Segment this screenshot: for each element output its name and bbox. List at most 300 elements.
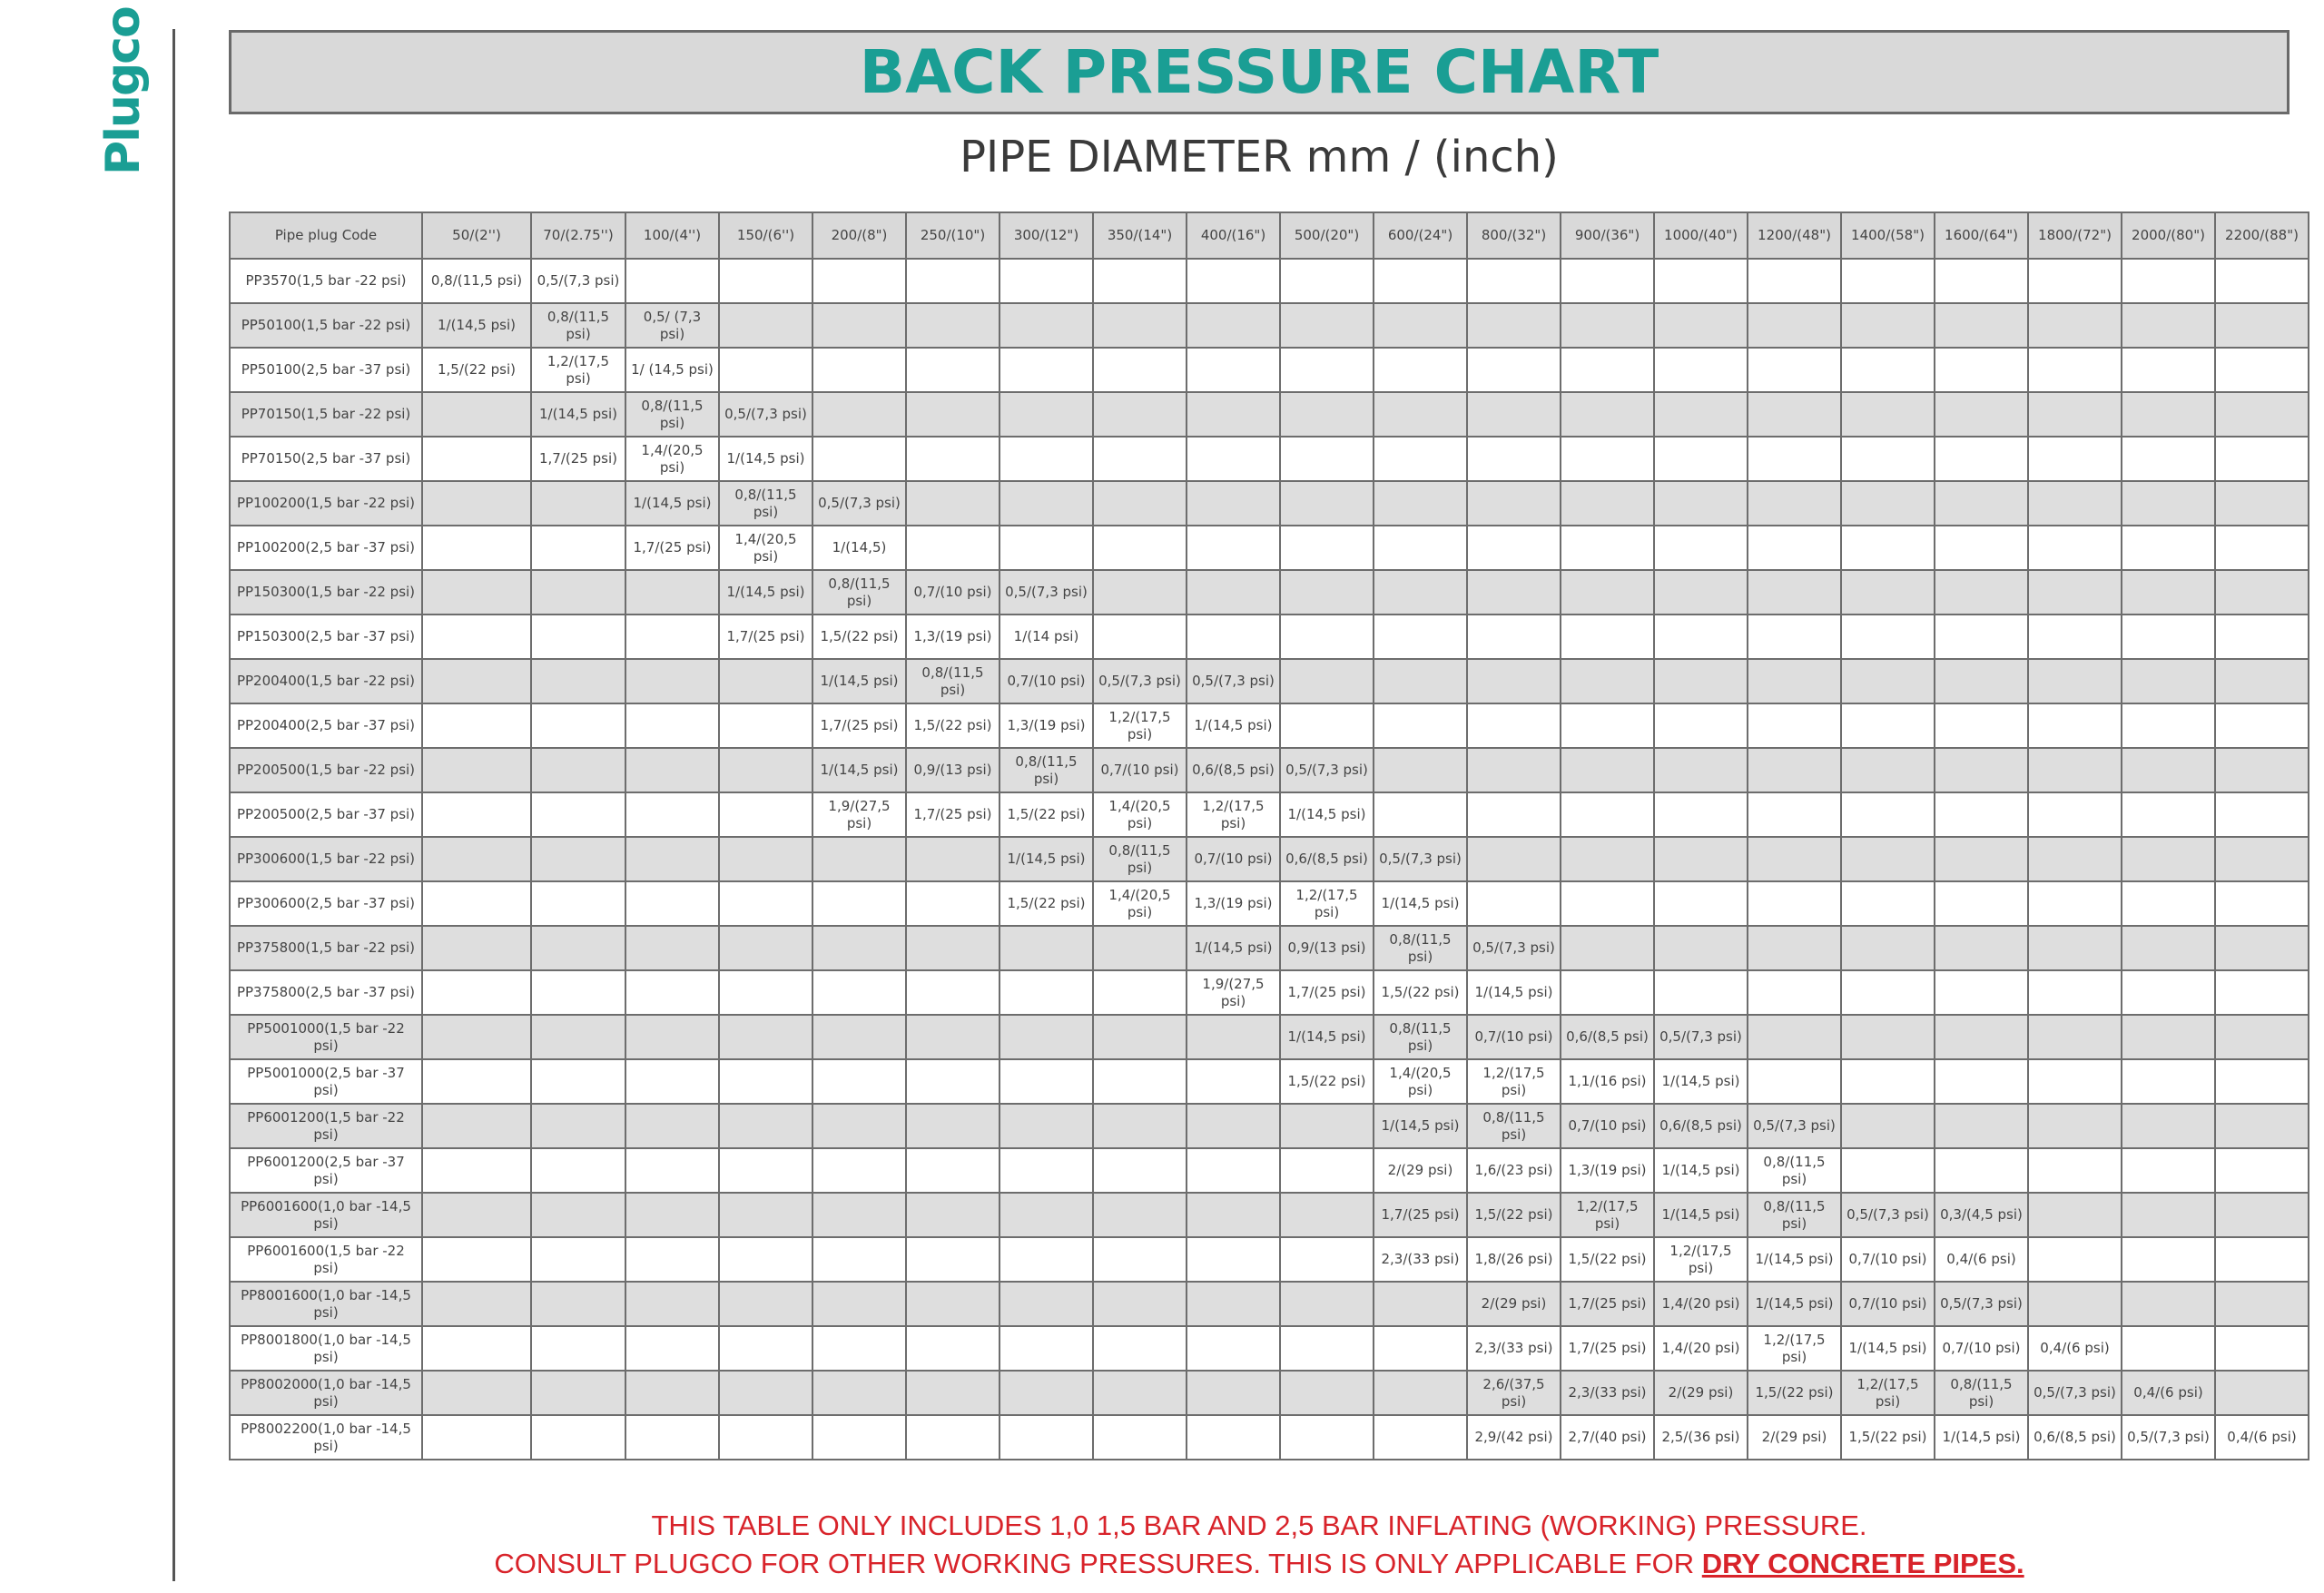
pressure-cell	[1000, 259, 1093, 303]
pressure-cell	[1467, 303, 1561, 348]
pressure-cell	[2122, 1237, 2215, 1282]
header-diameter: 2000/(80")	[2122, 212, 2215, 259]
logo-text: Plugco	[96, 7, 151, 175]
header-diameter: 50/(2'')	[422, 212, 531, 259]
pressure-cell: 1/(14,5 psi)	[1654, 1148, 1748, 1193]
pressure-cell	[1000, 1015, 1093, 1059]
pressure-cell	[812, 259, 906, 303]
pipe-plug-code-cell: PP5001000(2,5 bar -37 psi)	[230, 1059, 422, 1104]
pressure-cell	[1467, 526, 1561, 570]
pressure-cell	[1280, 348, 1374, 392]
pressure-cell	[1935, 748, 2028, 792]
header-diameter: 150/(6'')	[719, 212, 812, 259]
header-diameter: 1800/(72")	[2028, 212, 2122, 259]
pressure-cell	[2028, 570, 2122, 615]
pressure-cell	[531, 570, 625, 615]
pressure-cell	[625, 1015, 719, 1059]
pressure-cell: 2,5/(36 psi)	[1654, 1415, 1748, 1460]
pressure-cell: 1/(14,5 psi)	[812, 748, 906, 792]
pressure-cell	[531, 481, 625, 526]
table-row	[230, 659, 2309, 703]
pressure-cell	[2028, 837, 2122, 881]
pressure-cell	[1000, 970, 1093, 1015]
pressure-cell	[1467, 659, 1561, 703]
pipe-plug-code-cell: PP8002000(1,0 bar -14,5 psi)	[230, 1371, 422, 1415]
pressure-cell	[812, 1282, 906, 1326]
pipe-plug-code-cell: PP8001600(1,0 bar -14,5 psi)	[230, 1282, 422, 1326]
pressure-cell	[1467, 437, 1561, 481]
pressure-cell: 1,2/(17,5 psi)	[531, 348, 625, 392]
pressure-cell	[1093, 437, 1187, 481]
pressure-cell	[906, 259, 1000, 303]
pressure-cell	[812, 1104, 906, 1148]
pressure-cell	[719, 1326, 812, 1371]
pressure-cell: 1,7/(25 psi)	[531, 437, 625, 481]
header-diameter: 350/(14")	[1093, 212, 1187, 259]
pressure-cell	[2028, 926, 2122, 970]
pressure-cell	[2028, 437, 2122, 481]
pressure-cell: 0,5/(7,3 psi)	[1280, 748, 1374, 792]
pressure-cell: 1,5/(22 psi)	[812, 615, 906, 659]
pressure-cell: 0,8/(11,5 psi)	[906, 659, 1000, 703]
pressure-cell	[906, 348, 1000, 392]
pressure-cell	[1187, 1104, 1280, 1148]
pressure-cell	[2215, 792, 2309, 837]
table-row	[230, 570, 2309, 615]
pressure-cell	[1374, 792, 1467, 837]
pressure-cell	[1467, 259, 1561, 303]
pressure-cell	[1841, 703, 1935, 748]
pressure-cell: 1,7/(25 psi)	[1561, 1326, 1654, 1371]
pressure-cell	[2122, 703, 2215, 748]
pressure-cell	[2122, 1193, 2215, 1237]
pressure-cell	[531, 1237, 625, 1282]
pressure-cell	[1280, 259, 1374, 303]
pressure-cell	[2122, 1015, 2215, 1059]
pressure-cell	[906, 881, 1000, 926]
pressure-cell: 1/(14,5 psi)	[1654, 1193, 1748, 1237]
pressure-cell	[906, 1371, 1000, 1415]
pressure-cell: 1/ (14,5 psi)	[625, 348, 719, 392]
pressure-cell	[531, 1371, 625, 1415]
pressure-cell: 0,8/(11,5 psi)	[1467, 1104, 1561, 1148]
pressure-cell: 1,4/(20,5 psi)	[625, 437, 719, 481]
pressure-cell	[2028, 881, 2122, 926]
pressure-cell	[1093, 1237, 1187, 1282]
pressure-cell	[1841, 837, 1935, 881]
pressure-cell	[1093, 1015, 1187, 1059]
pressure-cell: 1/(14,5 psi)	[1841, 1326, 1935, 1371]
pressure-cell: 1/(14,5 psi)	[719, 570, 812, 615]
pressure-cell	[1654, 703, 1748, 748]
pressure-cell: 1,4/(20,5 psi)	[1093, 792, 1187, 837]
pressure-cell	[719, 303, 812, 348]
pressure-cell: 1,5/(22 psi)	[1000, 792, 1093, 837]
pressure-cell	[2215, 703, 2309, 748]
pressure-cell	[812, 303, 906, 348]
pressure-cell	[1841, 970, 1935, 1015]
pressure-cell	[812, 1326, 906, 1371]
pressure-cell	[422, 392, 531, 437]
pressure-cell	[1374, 570, 1467, 615]
pipe-plug-code-cell: PP300600(1,5 bar -22 psi)	[230, 837, 422, 881]
pressure-cell	[1935, 1148, 2028, 1193]
pressure-cell	[625, 1237, 719, 1282]
pressure-cell	[2028, 348, 2122, 392]
pressure-cell	[625, 1326, 719, 1371]
footer-note	[229, 1507, 2290, 1583]
note-emphasis: DRY CONCRETE PIPES.	[1701, 1548, 2024, 1579]
pressure-cell	[1841, 437, 1935, 481]
pressure-cell	[1093, 615, 1187, 659]
table-row	[230, 881, 2309, 926]
pressure-cell	[719, 703, 812, 748]
pressure-cell: 1/(14,5 psi)	[1748, 1237, 1841, 1282]
pressure-cell: 1,6/(23 psi)	[1467, 1148, 1561, 1193]
pressure-cell: 0,8/(11,5 psi)	[719, 481, 812, 526]
pressure-cell: 1/(14,5 psi)	[1280, 1015, 1374, 1059]
pressure-cell: 2,3/(33 psi)	[1374, 1237, 1467, 1282]
pressure-cell: 1,2/(17,5 psi)	[1093, 703, 1187, 748]
pressure-cell: 1/(14,5)	[812, 526, 906, 570]
pressure-cell	[1187, 259, 1280, 303]
pressure-cell	[719, 1237, 812, 1282]
pipe-plug-code-cell: PP100200(1,5 bar -22 psi)	[230, 481, 422, 526]
pressure-cell	[1748, 792, 1841, 837]
pressure-cell	[1000, 1282, 1093, 1326]
pressure-cell	[1093, 303, 1187, 348]
pressure-cell	[1561, 970, 1654, 1015]
pressure-cell: 1/(14,5 psi)	[1935, 1415, 2028, 1460]
pressure-cell	[1561, 615, 1654, 659]
pressure-cell: 1,3/(19 psi)	[906, 615, 1000, 659]
pressure-cell	[1561, 837, 1654, 881]
pressure-cell	[1280, 392, 1374, 437]
pressure-cell	[1654, 303, 1748, 348]
pressure-cell	[1467, 748, 1561, 792]
pressure-cell	[1654, 526, 1748, 570]
pressure-cell	[1561, 792, 1654, 837]
pressure-cell	[1374, 615, 1467, 659]
pressure-cell: 0,3/(4,5 psi)	[1935, 1193, 2028, 1237]
pressure-cell: 1,3/(19 psi)	[1187, 881, 1280, 926]
pressure-cell	[906, 303, 1000, 348]
header-diameter: 900/(36")	[1561, 212, 1654, 259]
pressure-cell	[1093, 259, 1187, 303]
pressure-cell	[1935, 659, 2028, 703]
pressure-cell	[625, 926, 719, 970]
pressure-cell	[1935, 570, 2028, 615]
pressure-cell	[531, 970, 625, 1015]
pressure-cell: 0,4/(6 psi)	[2122, 1371, 2215, 1415]
table-row	[230, 837, 2309, 881]
pipe-plug-code-cell: PP150300(2,5 bar -37 psi)	[230, 615, 422, 659]
pressure-cell	[1561, 392, 1654, 437]
pressure-cell	[1841, 1059, 1935, 1104]
pressure-cell	[625, 1193, 719, 1237]
pressure-cell	[1935, 437, 2028, 481]
pressure-cell: 0,8/(11,5 psi)	[1000, 748, 1093, 792]
table-row	[230, 348, 2309, 392]
pressure-cell	[1280, 303, 1374, 348]
plugco-logo	[71, 7, 171, 177]
pressure-cell	[1935, 615, 2028, 659]
table-row	[230, 1371, 2309, 1415]
pressure-cell	[1093, 1371, 1187, 1415]
pipe-plug-code-cell: PP70150(1,5 bar -22 psi)	[230, 392, 422, 437]
pressure-cell	[906, 1415, 1000, 1460]
pressure-cell	[1000, 926, 1093, 970]
pipe-plug-code-cell: PP6001200(2,5 bar -37 psi)	[230, 1148, 422, 1193]
pipe-plug-code-cell: PP3570(1,5 bar -22 psi)	[230, 259, 422, 303]
pressure-cell	[1654, 348, 1748, 392]
pressure-cell	[422, 437, 531, 481]
pressure-cell: 1,9/(27,5 psi)	[1187, 970, 1280, 1015]
table-header-row	[230, 212, 2309, 259]
pressure-cell	[1748, 392, 1841, 437]
pressure-cell	[625, 1059, 719, 1104]
header-pipe-plug-code: Pipe plug Code	[230, 212, 422, 259]
header-diameter: 70/(2.75'')	[531, 212, 625, 259]
pipe-plug-code-cell: PP8002200(1,0 bar -14,5 psi)	[230, 1415, 422, 1460]
pressure-cell	[1654, 392, 1748, 437]
pressure-cell	[1841, 570, 1935, 615]
pressure-cell: 1/(14,5 psi)	[422, 303, 531, 348]
pressure-cell: 0,7/(10 psi)	[1187, 837, 1280, 881]
pressure-cell	[2122, 659, 2215, 703]
pressure-cell	[1187, 1015, 1280, 1059]
pressure-cell: 1/(14 psi)	[1000, 615, 1093, 659]
pressure-cell	[1654, 481, 1748, 526]
table-row	[230, 481, 2309, 526]
pressure-cell	[1748, 881, 1841, 926]
pressure-cell	[625, 703, 719, 748]
pressure-cell	[812, 881, 906, 926]
pressure-cell: 0,9/(13 psi)	[1280, 926, 1374, 970]
pressure-cell: 1,3/(19 psi)	[1561, 1148, 1654, 1193]
pressure-cell	[1561, 881, 1654, 926]
pressure-cell	[2028, 748, 2122, 792]
pressure-cell	[1000, 1104, 1093, 1148]
pressure-cell	[1280, 1415, 1374, 1460]
pressure-cell	[1748, 481, 1841, 526]
pressure-cell	[1748, 1059, 1841, 1104]
pressure-cell: 0,6/(8,5 psi)	[1654, 1104, 1748, 1148]
header-diameter: 600/(24")	[1374, 212, 1467, 259]
pressure-cell	[1935, 703, 2028, 748]
pressure-cell	[531, 926, 625, 970]
pressure-cell: 1,1/(16 psi)	[1561, 1059, 1654, 1104]
pipe-plug-code-cell: PP70150(2,5 bar -37 psi)	[230, 437, 422, 481]
pressure-cell	[2028, 659, 2122, 703]
table-row	[230, 703, 2309, 748]
header-diameter: 1400/(58")	[1841, 212, 1935, 259]
pressure-cell	[719, 1148, 812, 1193]
pressure-cell	[2215, 1104, 2309, 1148]
pressure-cell: 2/(29 psi)	[1654, 1371, 1748, 1415]
table-row	[230, 1148, 2309, 1193]
pressure-cell: 1,2/(17,5 psi)	[1187, 792, 1280, 837]
pressure-cell	[2215, 659, 2309, 703]
pressure-cell	[906, 1015, 1000, 1059]
pressure-cell: 0,8/(11,5 psi)	[1374, 1015, 1467, 1059]
pressure-cell: 1,5/(22 psi)	[1280, 1059, 1374, 1104]
pressure-cell	[1561, 703, 1654, 748]
pressure-cell	[1841, 926, 1935, 970]
pressure-cell	[531, 703, 625, 748]
pressure-cell: 0,5/(7,3 psi)	[1000, 570, 1093, 615]
pressure-cell	[1748, 526, 1841, 570]
pressure-cell	[2215, 1371, 2309, 1415]
title-banner	[229, 30, 2290, 114]
pressure-cell	[2028, 1059, 2122, 1104]
pressure-cell	[2215, 1237, 2309, 1282]
pressure-cell	[1935, 526, 2028, 570]
pipe-plug-code-cell: PP6001600(1,0 bar -14,5 psi)	[230, 1193, 422, 1237]
pressure-cell: 0,8/(11,5 psi)	[812, 570, 906, 615]
pressure-cell	[1841, 1015, 1935, 1059]
pipe-plug-code-cell: PP100200(2,5 bar -37 psi)	[230, 526, 422, 570]
pressure-cell	[812, 392, 906, 437]
pressure-cell	[2215, 748, 2309, 792]
pressure-cell	[422, 1415, 531, 1460]
pressure-cell	[719, 659, 812, 703]
pressure-cell	[1748, 748, 1841, 792]
pressure-cell	[2122, 1059, 2215, 1104]
pressure-cell	[422, 659, 531, 703]
pressure-cell	[1187, 303, 1280, 348]
pressure-cell	[906, 526, 1000, 570]
pressure-cell	[1093, 926, 1187, 970]
pressure-cell	[1280, 659, 1374, 703]
pressure-cell	[1935, 1104, 2028, 1148]
pipe-plug-code-cell: PP375800(1,5 bar -22 psi)	[230, 926, 422, 970]
pressure-cell	[1187, 392, 1280, 437]
pressure-cell	[812, 1015, 906, 1059]
pressure-cell	[719, 1193, 812, 1237]
pressure-cell	[1093, 1193, 1187, 1237]
pressure-cell: 0,8/(11,5 psi)	[531, 303, 625, 348]
pressure-cell: 2/(29 psi)	[1374, 1148, 1467, 1193]
pipe-plug-code-cell: PP6001600(1,5 bar -22 psi)	[230, 1237, 422, 1282]
pressure-cell	[625, 1104, 719, 1148]
table-row	[230, 748, 2309, 792]
pressure-cell: 0,4/(6 psi)	[2028, 1326, 2122, 1371]
pressure-cell: 0,9/(13 psi)	[906, 748, 1000, 792]
pressure-cell	[2215, 526, 2309, 570]
pressure-cell: 1,5/(22 psi)	[1374, 970, 1467, 1015]
pressure-cell: 1/(14,5 psi)	[1374, 881, 1467, 926]
pressure-cell: 2,9/(42 psi)	[1467, 1415, 1561, 1460]
pressure-cell	[1748, 259, 1841, 303]
pressure-cell: 1/(14,5 psi)	[531, 392, 625, 437]
pressure-cell: 1,7/(25 psi)	[1280, 970, 1374, 1015]
pressure-cell	[2215, 392, 2309, 437]
pressure-cell	[1467, 792, 1561, 837]
pressure-cell	[719, 926, 812, 970]
pressure-cell: 1,5/(22 psi)	[1841, 1415, 1935, 1460]
header-diameter: 300/(12")	[1000, 212, 1093, 259]
pressure-cell	[531, 881, 625, 926]
pressure-cell	[719, 837, 812, 881]
pressure-cell: 0,5/ (7,3 psi)	[625, 303, 719, 348]
pressure-cell	[2122, 348, 2215, 392]
pressure-cell	[812, 1415, 906, 1460]
pressure-cell	[1748, 570, 1841, 615]
pressure-cell	[2215, 837, 2309, 881]
pressure-cell	[2028, 1104, 2122, 1148]
pressure-cell	[1841, 526, 1935, 570]
pressure-cell	[1187, 1237, 1280, 1282]
pressure-cell	[1748, 1015, 1841, 1059]
pressure-cell	[906, 481, 1000, 526]
pressure-cell	[1000, 526, 1093, 570]
pressure-cell	[422, 792, 531, 837]
table-row	[230, 1104, 2309, 1148]
pressure-cell	[422, 1148, 531, 1193]
pressure-cell: 1,2/(17,5 psi)	[1467, 1059, 1561, 1104]
pressure-cell	[1561, 481, 1654, 526]
pressure-cell	[1935, 392, 2028, 437]
pressure-cell	[2122, 881, 2215, 926]
pressure-cell	[1467, 570, 1561, 615]
pressure-cell	[2028, 526, 2122, 570]
table-row	[230, 926, 2309, 970]
pressure-cell	[1000, 1059, 1093, 1104]
pressure-cell	[2122, 570, 2215, 615]
pressure-cell: 1,2/(17,5 psi)	[1748, 1326, 1841, 1371]
pressure-cell: 1/(14,5 psi)	[1748, 1282, 1841, 1326]
table-row	[230, 615, 2309, 659]
pressure-cell	[2028, 615, 2122, 659]
pressure-cell	[906, 1148, 1000, 1193]
pressure-cell	[1654, 259, 1748, 303]
pressure-cell	[422, 1104, 531, 1148]
header-diameter: 1600/(64")	[1935, 212, 2028, 259]
pressure-cell	[719, 1104, 812, 1148]
pressure-cell	[1561, 303, 1654, 348]
pressure-cell	[1374, 392, 1467, 437]
pressure-cell: 1,5/(22 psi)	[1561, 1237, 1654, 1282]
pipe-plug-code-cell: PP8001800(1,0 bar -14,5 psi)	[230, 1326, 422, 1371]
pressure-cell	[1654, 748, 1748, 792]
pressure-cell	[1187, 1371, 1280, 1415]
pressure-cell: 0,4/(6 psi)	[1935, 1237, 2028, 1282]
pressure-cell	[1187, 615, 1280, 659]
header-diameter: 100/(4'')	[625, 212, 719, 259]
header-diameter: 400/(16")	[1187, 212, 1280, 259]
pressure-cell	[906, 926, 1000, 970]
pressure-cell	[1374, 1371, 1467, 1415]
pressure-cell	[1841, 348, 1935, 392]
pressure-cell	[1187, 1326, 1280, 1371]
pressure-cell	[906, 837, 1000, 881]
header-diameter: 500/(20")	[1280, 212, 1374, 259]
pressure-cell: 0,5/(7,3 psi)	[1187, 659, 1280, 703]
pipe-plug-code-cell: PP5001000(1,5 bar -22 psi)	[230, 1015, 422, 1059]
pressure-cell	[1748, 970, 1841, 1015]
pressure-cell	[1093, 1326, 1187, 1371]
pressure-cell	[1000, 392, 1093, 437]
header-diameter: 1200/(48")	[1748, 212, 1841, 259]
pressure-cell: 0,7/(10 psi)	[1841, 1237, 1935, 1282]
pressure-cell	[625, 259, 719, 303]
pressure-cell: 0,8/(11,5 psi)	[422, 259, 531, 303]
pipe-plug-code-cell: PP200500(1,5 bar -22 psi)	[230, 748, 422, 792]
pressure-cell	[1093, 1148, 1187, 1193]
pressure-cell	[1561, 348, 1654, 392]
pressure-cell: 1,2/(17,5 psi)	[1654, 1237, 1748, 1282]
